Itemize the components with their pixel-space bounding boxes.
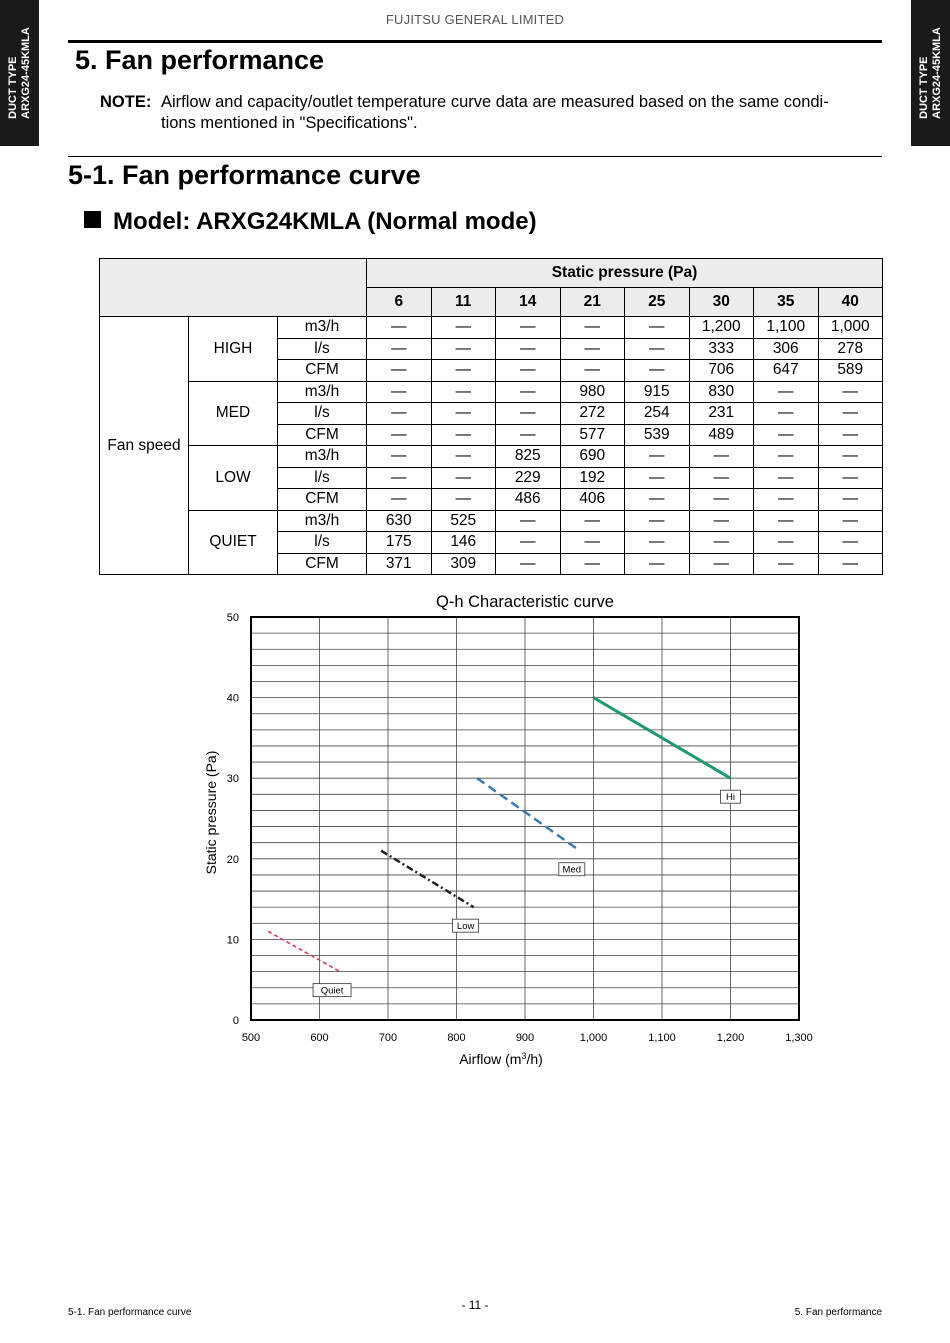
table-cell: —	[431, 446, 496, 468]
table-cell: 406	[560, 489, 625, 511]
chart-title: Q-h Characteristic curve	[436, 593, 614, 611]
table-cell: —	[754, 446, 819, 468]
table-cell: —	[431, 424, 496, 446]
table-cell: —	[496, 381, 561, 403]
pressure-column-header: 11	[431, 288, 496, 317]
table-cell: —	[496, 360, 561, 382]
company-name: FUJITSU GENERAL LIMITED	[385, 12, 565, 27]
pressure-column-header: 21	[560, 288, 625, 317]
side-tab-line2: ARXG24-45KMLA	[930, 27, 943, 119]
x-tick-label: 500	[241, 1032, 261, 1044]
table-cell: —	[367, 446, 432, 468]
table-row	[100, 317, 883, 339]
table-cell: 706	[689, 360, 754, 382]
x-tick-label: 1,000	[579, 1032, 608, 1044]
x-axis-label-superscript: 3	[521, 1051, 527, 1061]
table-cell: —	[431, 381, 496, 403]
table-cell: —	[818, 532, 883, 554]
table-cell: —	[431, 317, 496, 339]
table-cell: 577	[560, 424, 625, 446]
table-row	[100, 381, 883, 403]
table-cell: —	[818, 510, 883, 532]
series-label-text: Quiet	[320, 985, 344, 997]
page-number: - 11 -	[461, 1298, 489, 1312]
table-cell: 1,200	[689, 317, 754, 339]
table-cell: —	[560, 338, 625, 360]
side-tab-line2: ARXG24-45KMLA	[19, 27, 32, 119]
footer-right: 5. Fan performance	[794, 1307, 882, 1318]
table-cell: 175	[367, 532, 432, 554]
table-cell: —	[754, 489, 819, 511]
table-cell: 486	[496, 489, 561, 511]
table-cell: —	[818, 381, 883, 403]
footer-left: 5-1. Fan performance curve	[68, 1307, 192, 1318]
pressure-column-header: 6	[367, 288, 432, 317]
unit-label: l/s	[278, 467, 367, 489]
table-cell: —	[625, 489, 690, 511]
x-tick-label: 600	[310, 1032, 329, 1044]
unit-label: m3/h	[278, 446, 367, 468]
table-cell: —	[431, 360, 496, 382]
table-cell: 825	[496, 446, 561, 468]
table-cell: —	[754, 510, 819, 532]
unit-label: m3/h	[278, 381, 367, 403]
table-cell: —	[560, 510, 625, 532]
table-cell: 309	[431, 553, 496, 575]
note-text	[161, 92, 851, 134]
table-cell: —	[367, 317, 432, 339]
table-cell: 830	[689, 381, 754, 403]
table-cell: —	[367, 489, 432, 511]
table-cell: —	[431, 338, 496, 360]
table-cell: 647	[754, 360, 819, 382]
series-label-text: Low	[456, 921, 475, 933]
table-cell: —	[367, 403, 432, 425]
y-tick-label: 30	[226, 773, 239, 786]
pressure-column-header: 30	[689, 288, 754, 317]
header-rule	[68, 40, 882, 43]
table-cell: —	[496, 317, 561, 339]
table-cell: 254	[625, 403, 690, 425]
table-cell: —	[431, 403, 496, 425]
model-title	[84, 208, 537, 236]
table-cell: 306	[754, 338, 819, 360]
table-cell: —	[367, 381, 432, 403]
fan-performance-table	[99, 258, 883, 575]
table-cell: —	[496, 424, 561, 446]
series-label-low	[453, 919, 479, 932]
table-cell: —	[754, 381, 819, 403]
table-cell: —	[689, 553, 754, 575]
q-h-characteristic-chart	[195, 586, 835, 1076]
table-cell: —	[496, 553, 561, 575]
static-pressure-header: Static pressure (Pa)	[367, 259, 883, 288]
table-cell: —	[689, 532, 754, 554]
table-cell: —	[625, 532, 690, 554]
table-corner-cell	[100, 259, 367, 317]
table-row	[100, 510, 883, 532]
fan-speed-label: Fan speed	[100, 317, 189, 575]
y-axis-label: Static pressure (Pa)	[203, 750, 219, 875]
fan-speed-group-label: MED	[189, 381, 278, 446]
table-cell: —	[818, 489, 883, 511]
unit-label: m3/h	[278, 510, 367, 532]
table-cell: —	[367, 360, 432, 382]
table-cell: —	[367, 467, 432, 489]
note-label: NOTE:	[100, 93, 152, 111]
table-cell: 915	[625, 381, 690, 403]
note-line: Airflow and capacity/outlet temperature curve data are measured based on the same condi-	[161, 93, 829, 111]
table-cell: 690	[560, 446, 625, 468]
y-tick-label: 40	[226, 692, 239, 705]
pressure-column-header: 40	[818, 288, 883, 317]
table-cell: 272	[560, 403, 625, 425]
table-cell: —	[625, 338, 690, 360]
table-cell: —	[560, 553, 625, 575]
table-cell: —	[625, 467, 690, 489]
fan-speed-group-label: LOW	[189, 446, 278, 511]
table-cell: —	[625, 317, 690, 339]
series-label-hi	[721, 790, 741, 803]
y-tick-label: 10	[226, 934, 239, 947]
table-cell: 589	[818, 360, 883, 382]
table-cell: 231	[689, 403, 754, 425]
table-cell: —	[689, 467, 754, 489]
table-cell: 539	[625, 424, 690, 446]
table-cell: —	[625, 360, 690, 382]
section-title: 5. Fan performance	[75, 45, 325, 75]
table-cell: 371	[367, 553, 432, 575]
series-line-quiet	[268, 931, 340, 971]
table-cell: —	[689, 489, 754, 511]
table-cell: —	[754, 424, 819, 446]
table-cell: —	[818, 553, 883, 575]
table-cell: —	[496, 338, 561, 360]
table-cell: —	[431, 467, 496, 489]
table-cell: —	[689, 510, 754, 532]
table-cell: 146	[431, 532, 496, 554]
series-line-low	[381, 851, 473, 907]
fan-speed-group-label: QUIET	[189, 510, 278, 575]
unit-label: CFM	[278, 360, 367, 382]
series-label-med	[559, 863, 585, 876]
table-cell: —	[496, 403, 561, 425]
table-cell: —	[560, 532, 625, 554]
note-line: tions mentioned in "Specifications".	[161, 114, 418, 132]
square-bullet-icon	[84, 211, 101, 228]
x-tick-label: 700	[378, 1032, 398, 1044]
unit-label: CFM	[278, 424, 367, 446]
section-divider	[68, 156, 882, 157]
table-cell: —	[754, 532, 819, 554]
table-cell: —	[560, 360, 625, 382]
table-cell: 525	[431, 510, 496, 532]
table-cell: —	[625, 446, 690, 468]
table-cell: —	[754, 553, 819, 575]
table-cell: —	[625, 510, 690, 532]
table-cell: —	[754, 403, 819, 425]
table-cell: 333	[689, 338, 754, 360]
y-tick-label: 20	[226, 853, 239, 866]
subsection-title: 5-1. Fan performance curve	[68, 160, 421, 190]
table-cell: 630	[367, 510, 432, 532]
side-tab-line1: DUCT TYPE	[6, 56, 19, 119]
pressure-column-header: 25	[625, 288, 690, 317]
unit-label: l/s	[278, 403, 367, 425]
x-tick-label: 1,200	[716, 1032, 745, 1044]
table-cell: —	[431, 489, 496, 511]
fan-speed-group-label: HIGH	[189, 317, 278, 382]
side-tab-line1: DUCT TYPE	[917, 56, 930, 119]
table-cell: 489	[689, 424, 754, 446]
table-cell: 1,000	[818, 317, 883, 339]
series-label-text: Hi	[726, 792, 735, 804]
unit-label: l/s	[278, 532, 367, 554]
table-cell: —	[367, 338, 432, 360]
table-cell: 278	[818, 338, 883, 360]
table-cell: —	[818, 424, 883, 446]
x-axis-label-end: /h)	[526, 1051, 543, 1067]
model-title-text: Model: ARXG24KMLA (Normal mode)	[113, 208, 537, 235]
pressure-column-header: 35	[754, 288, 819, 317]
table-cell: —	[689, 446, 754, 468]
series-line-med	[477, 778, 580, 851]
x-tick-label: 1,100	[648, 1032, 676, 1044]
table-row	[100, 446, 883, 468]
x-tick-label: 800	[447, 1032, 466, 1044]
x-axis-label	[459, 1051, 543, 1067]
pressure-column-header: 14	[496, 288, 561, 317]
table-cell: —	[367, 424, 432, 446]
series-label-text: Med	[562, 864, 582, 876]
table-cell: —	[625, 553, 690, 575]
unit-label: CFM	[278, 553, 367, 575]
x-axis-label-main: Airflow (m	[459, 1051, 522, 1067]
table-cell: 192	[560, 467, 625, 489]
table-cell: —	[560, 317, 625, 339]
table-cell: —	[818, 467, 883, 489]
y-tick-label: 0	[232, 1015, 239, 1027]
table-cell: —	[496, 510, 561, 532]
table-cell: 980	[560, 381, 625, 403]
table-cell: —	[496, 532, 561, 554]
table-cell: —	[818, 403, 883, 425]
table-cell: 1,100	[754, 317, 819, 339]
unit-label: l/s	[278, 338, 367, 360]
table-cell: —	[754, 467, 819, 489]
unit-label: CFM	[278, 489, 367, 511]
x-tick-label: 900	[515, 1032, 535, 1044]
y-tick-label: 50	[226, 612, 239, 624]
table-cell: —	[818, 446, 883, 468]
series-label-quiet	[313, 984, 351, 997]
x-tick-label: 1,300	[785, 1032, 813, 1044]
unit-label: m3/h	[278, 317, 367, 339]
table-cell: 229	[496, 467, 561, 489]
